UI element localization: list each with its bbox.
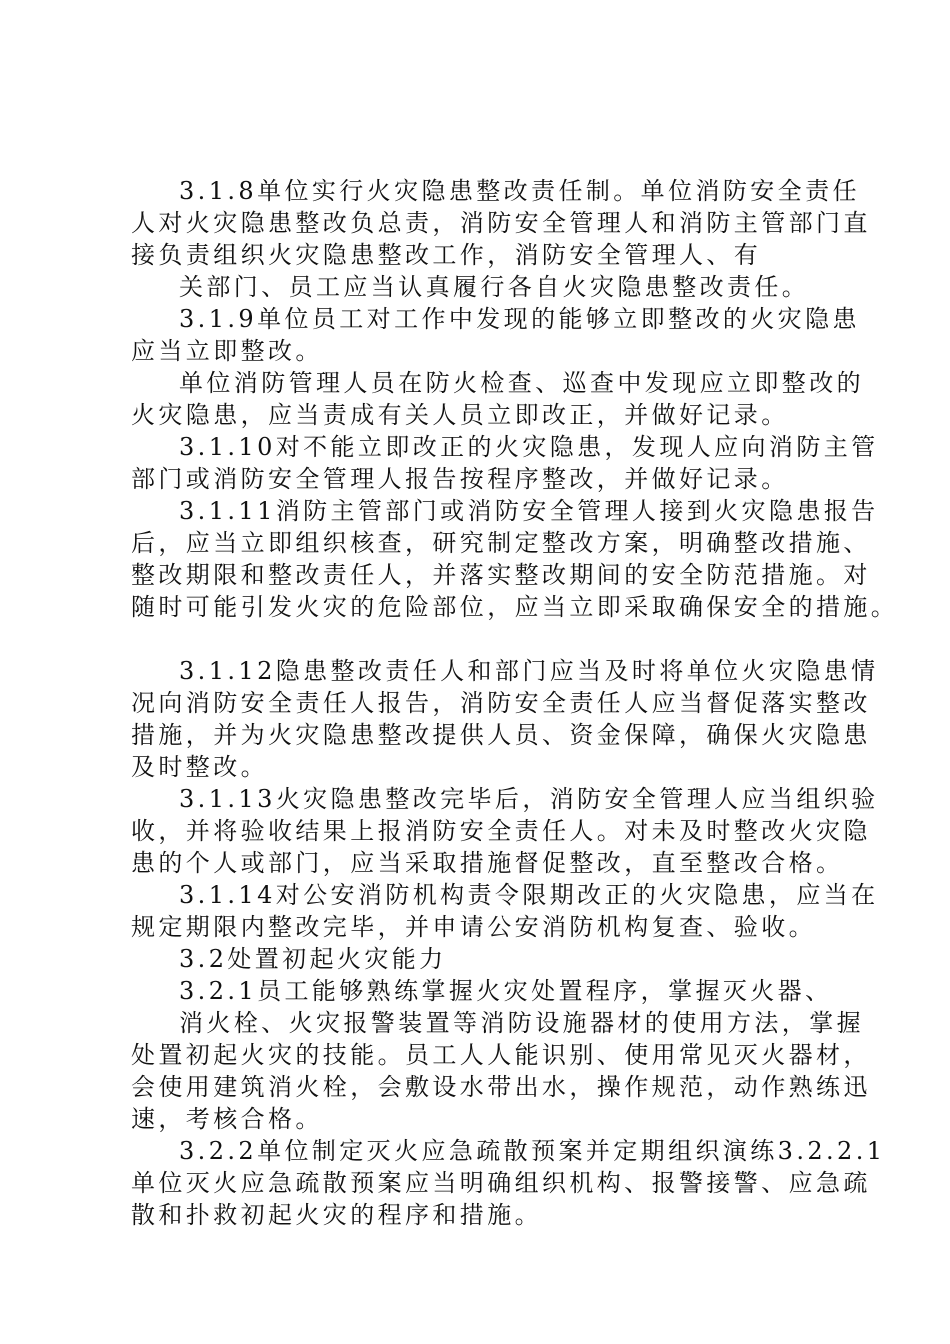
section-heading-3-2: 3.2处置初起火灾能力 — [179, 945, 447, 973]
paragraph-3-1-8-line-2: 人对火灾隐患整改负总责，消防安全管理人和消防主管部门直 — [131, 209, 871, 237]
paragraph-3-2-2-line-3: 散和扑救初起火灾的程序和措施。 — [131, 1201, 542, 1229]
paragraph-3-1-8-line-3: 接负责组织火灾隐患整改工作，消防安全管理人、有 — [131, 241, 762, 269]
paragraph-3-1-11-line-2: 后，应当立即组织核查，研究制定整改方案，明确整改措施、 — [131, 529, 871, 557]
paragraph-3-1-11-line-3: 整改期限和整改责任人，并落实整改期间的安全防范措施。对 — [131, 561, 871, 589]
paragraph-3-2-1-line-3: 处置初起火灾的技能。员工人人能识别、使用常见灭火器材， — [131, 1041, 871, 1069]
paragraph-3-1-10-line-1: 3.1.10对不能立即改正的火灾隐患，发现人应向消防主管 — [179, 433, 879, 461]
paragraph-3-1-12-line-1: 3.1.12隐患整改责任人和部门应当及时将单位火灾隐患情 — [179, 657, 879, 685]
paragraph-3-1-12-line-3: 措施，并为火灾隐患整改提供人员、资金保障，确保火灾隐患 — [131, 721, 871, 749]
paragraph-3-1-8-line-1: 3.1.8单位实行火灾隐患整改责任制。单位消防安全责任 — [179, 177, 860, 205]
paragraph-3-1-8-line-4: 关部门、员工应当认真履行各自火灾隐患整改责任。 — [179, 273, 810, 301]
paragraph-3-1-14-line-1: 3.1.14对公安消防机构责令限期改正的火灾隐患，应当在 — [179, 881, 879, 909]
paragraph-3-2-2-line-2: 单位灭火应急疏散预案应当明确组织机构、报警接警、应急疏 — [131, 1169, 871, 1197]
paragraph-3-2-1-line-1: 3.2.1员工能够熟练掌握火灾处置程序，掌握灭火器、 — [179, 977, 833, 1005]
paragraph-3-2-2-line-1: 3.2.2单位制定灭火应急疏散预案并定期组织演练3.2.2.1 — [179, 1137, 886, 1165]
paragraph-3-2-1-line-2: 消火栓、火灾报警装置等消防设施器材的使用方法，掌握 — [179, 1009, 864, 1037]
paragraph-3-1-11-line-4: 随时可能引发火灾的危险部位，应当立即采取确保安全的措施。 — [131, 593, 899, 621]
paragraph-3-2-1-line-4: 会使用建筑消火栓，会敷设水带出水，操作规范，动作熟练迅 — [131, 1073, 871, 1101]
paragraph-3-1-14-line-2: 规定期限内整改完毕，并申请公安消防机构复查、验收。 — [131, 913, 816, 941]
paragraph-3-1-10-line-2: 部门或消防安全管理人报告按程序整改，并做好记录。 — [131, 465, 789, 493]
paragraph-3-1-13-line-1: 3.1.13火灾隐患整改完毕后，消防安全管理人应当组织验 — [179, 785, 879, 813]
paragraph-3-1-12-line-4: 及时整改。 — [131, 753, 268, 781]
paragraph-3-1-9-line-2: 应当立即整改。 — [131, 337, 323, 365]
paragraph-3-1-9-line-1: 3.1.9单位员工对工作中发现的能够立即整改的火灾隐患 — [179, 305, 860, 333]
paragraph-3-2-1-line-5: 速，考核合格。 — [131, 1105, 323, 1133]
paragraph-3-1-13-line-2: 收，并将验收结果上报消防安全责任人。对未及时整改火灾隐 — [131, 817, 871, 845]
paragraph-inspection-line-1: 单位消防管理人员在防火检查、巡查中发现应立即整改的 — [179, 369, 864, 397]
paragraph-3-1-13-line-3: 患的个人或部门，应当采取措施督促整改，直至整改合格。 — [131, 849, 844, 877]
paragraph-3-1-12-line-2: 况向消防安全责任人报告，消防安全责任人应当督促落实整改 — [131, 689, 871, 717]
paragraph-3-1-11-line-1: 3.1.11消防主管部门或消防安全管理人接到火灾隐患报告 — [179, 497, 879, 525]
paragraph-inspection-line-2: 火灾隐患，应当责成有关人员立即改正，并做好记录。 — [131, 401, 789, 429]
